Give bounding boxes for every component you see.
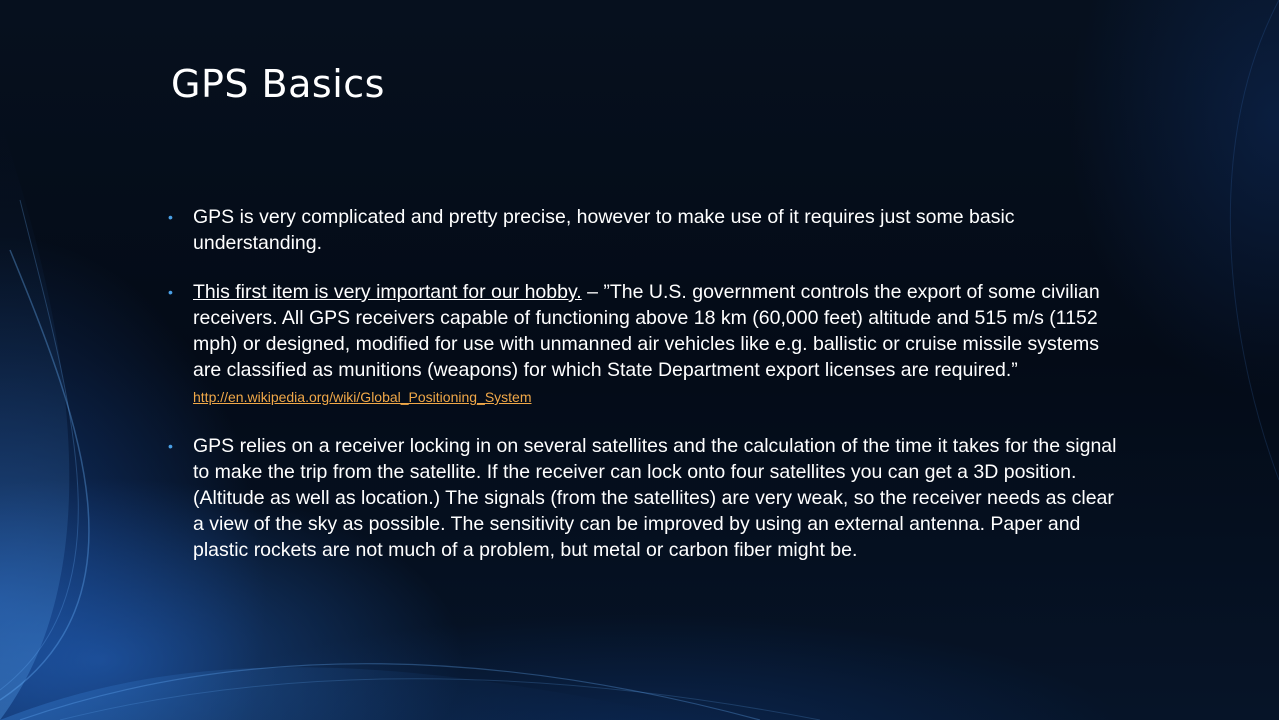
bullet-item-1	[168, 204, 1118, 256]
bullet-text: GPS relies on a receiver locking in on several satellites and the calculation of the time it takes for the signal to make the trip from the satellite. If the receiver can lock onto four satellites you can get a 3D position. (Altitude as well as location.) The signals (from the satellites) are very weak, so the receiver needs as clear a view of the sky as possible. The sensitivity can be improved by using an external antenna. Paper and plastic rockets are not much of a problem, but metal or carbon fiber might be.	[193, 435, 1117, 561]
bullet-dot-icon: •	[168, 209, 173, 225]
bullet-item-3	[168, 433, 1118, 563]
slide-title: GPS Basics	[171, 62, 385, 106]
bullet-text: GPS is very complicated and pretty precise, however to make use of it requires just some basic understanding.	[193, 206, 1015, 254]
bullet-dot-icon: •	[168, 438, 173, 454]
bullet-text: – ”The U.S. government controls the export of some civilian receivers. All GPS receivers capable of functioning above 18 km (60,000 feet) altitude and 515 m/s (1152 mph) or designed, modified for use with unmanned air vehicles like e.g. ballistic or cruise missile systems are classified as munitions (weapons) for which State Department export licenses are required.”	[193, 281, 1100, 381]
bullet-dot-icon: •	[168, 284, 173, 300]
wikipedia-link[interactable]: http://en.wikipedia.org/wiki/Global_Positioning_System	[193, 389, 532, 405]
bullet-item-2	[168, 279, 1118, 410]
bullet-list	[168, 204, 1118, 586]
bullet-emphasis-text: This first item is very important for our hobby.	[193, 281, 582, 303]
